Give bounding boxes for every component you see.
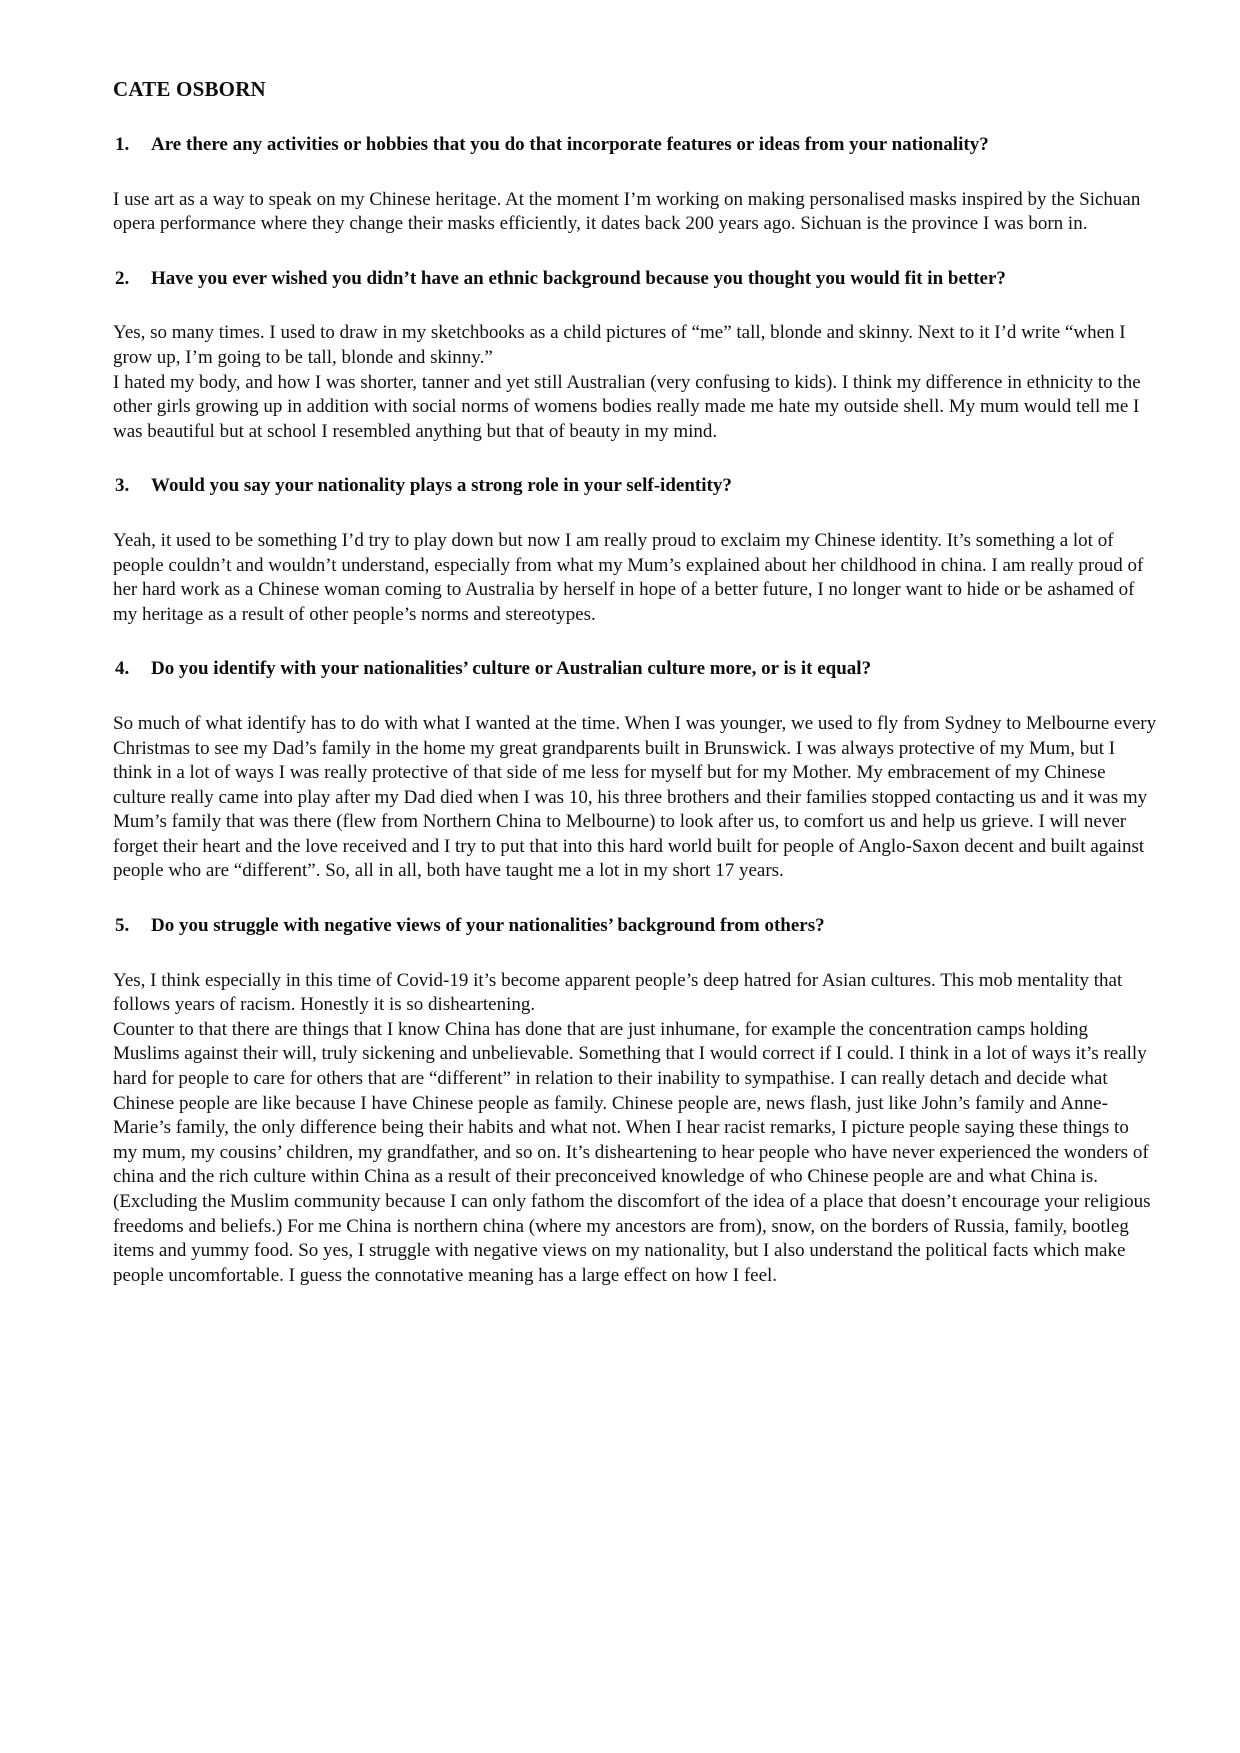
question-number: 2. — [115, 267, 130, 289]
document-author-heading: CATE OSBORN — [113, 77, 266, 101]
question-text: Have you ever wished you didn’t have an ethnic background because you thought you would fit in better? — [151, 267, 1006, 289]
qa-item-3 — [113, 474, 1157, 627]
answer-paragraph: Counter to that there are things that I know China has done that are just inhumane, for example the concentration camps holding Muslims against their will, truly sickening and unbelievable. Something that I would correct if I could. I think in a lot of ways it’s really hard for people to care for others that are “different” in relation to their inability to sympathise. I can really detach and decide what Chinese people are like because I have Chinese people as family. Chinese people are, news flash, just like John’s family and Anne-Marie’s family, the only difference being their habits and what not. When I hear racist remarks, I picture people saying these things to my mum, my cousins’ children, my grandfather, and so on. It’s disheartening to hear people who have never experienced the wonders of china and the rich culture within China as a result of their preconceived knowledge of who Chinese people are and what China is. (Excluding the Muslim community because I can only fathom the discomfort of the idea of a place that doesn’t encourage your religious freedoms and beliefs.) For me China is northern china (where my ancestors are from), snow, on the borders of Russia, family, bootleg items and yummy food. So yes, I struggle with negative views on my nationality, but I also understand the political facts which make people uncomfortable. I guess the connotative meaning has a large effect on how I feel. — [113, 1018, 1151, 1286]
answer-paragraph: So much of what identify has to do with what I wanted at the time. When I was younger, we used to fly from Sydney to Melbourne every Christmas to see my Dad’s family in the home my great grandparents built in Brunswick. I was always protective of my Mum, but I think in a lot of ways I was really protective of that side of me less for myself but for my Mother. My embracement of my Chinese culture really came into play after my Dad died when I was 10, his three brothers and their families stopped contacting us and it was my Mum’s family that was there (flew from Northern China to Melbourne) to look after us, to comfort us and help us grieve. I will never forget their heart and the love received and I try to put that into this hard world built for people of Anglo-Saxon decent and built against people who are “different”. So, all in all, both have taught me a lot in my short 17 years. — [113, 712, 1157, 882]
question-number: 1. — [115, 134, 130, 155]
answer-paragraph: Yes, so many times. I used to draw in my sketchbooks as a child pictures of “me” tall, blonde and skinny. Next to it I’d write “when I grow up, I’m going to be tall, blonde and skinny.” — [113, 322, 1126, 368]
answer-1 — [113, 188, 1157, 237]
qa-item-2 — [113, 267, 1157, 445]
question-row-1 — [113, 133, 1157, 158]
question-row-4 — [113, 657, 1157, 682]
question-row-5 — [113, 914, 1157, 939]
question-number: 5. — [115, 915, 130, 937]
qa-item-1 — [113, 133, 1157, 237]
answer-paragraph: Yes, I think especially in this time of Covid-19 it’s become apparent people’s deep hatred for Asian cultures. This mob mentality that follows years of racism. Honestly it is so disheartening. — [113, 969, 1123, 1016]
qa-item-5 — [113, 914, 1157, 1288]
question-text: Do you identify with your nationalities’ culture or Australian culture more, or is it equal? — [151, 658, 872, 680]
qa-item-4 — [113, 657, 1157, 884]
answer-4 — [113, 712, 1157, 884]
question-text: Would you say your nationality plays a strong role in your self-identity? — [151, 475, 732, 497]
answer-paragraph: Yeah, it used to be something I’d try to play down but now I am really proud to exclaim my Chinese identity. It’s something a lot of people couldn’t and wouldn’t understand, especially from what my Mum’s explained about her childhood in china. I am really proud of her hard work as a Chinese woman coming to Australia by herself in hope of a better future, I no longer want to hide or be ashamed of my heritage as a result of other people’s norms and stereotypes. — [113, 529, 1144, 625]
question-number: 3. — [115, 475, 130, 497]
answer-paragraph: I use art as a way to speak on my Chinese heritage. At the moment I’m working on making personalised masks inspired by the Sichuan opera performance where they change their masks efficiently, it dates back 200 years ago. Sichuan is the province I was born in. — [113, 188, 1141, 235]
answer-3 — [113, 529, 1157, 627]
answer-5 — [113, 969, 1157, 1289]
answer-2 — [113, 321, 1157, 444]
question-row-3 — [113, 474, 1157, 499]
question-text: Are there any activities or hobbies that you do that incorporate features or ideas from your nationality? — [151, 134, 989, 155]
answer-paragraph: I hated my body, and how I was shorter, tanner and yet still Australian (very confusing to kids). I think my difference in ethnicity to the other girls growing up in addition with social norms of womens bodies really made me hate my outside shell. My mum would tell me I was beautiful but at school I resembled anything but that of beauty in my mind. — [113, 371, 1141, 442]
question-text: Do you struggle with negative views of your nationalities’ background from others? — [151, 915, 825, 937]
question-row-2 — [113, 267, 1157, 292]
question-number: 4. — [115, 658, 130, 680]
